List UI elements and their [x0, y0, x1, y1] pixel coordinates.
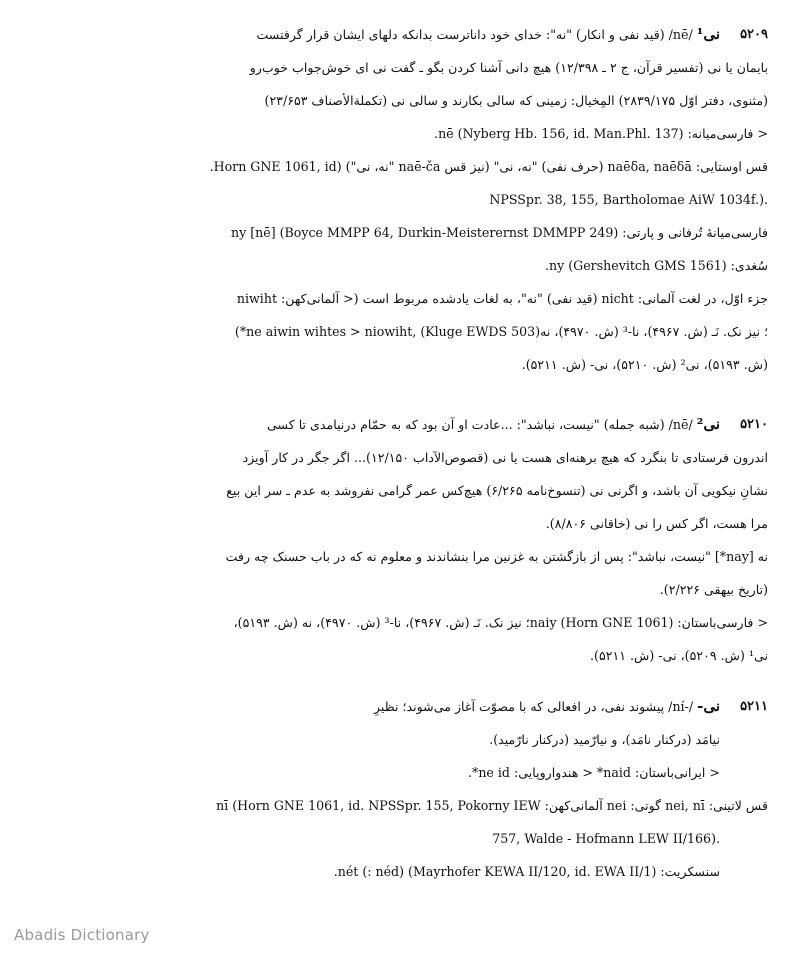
entry-5210 — [32, 408, 768, 672]
entry-head — [32, 18, 768, 51]
entry-line: نیامَد (درکنار نامَد)، و نیارّمید (درکنار نارّمید). — [489, 732, 720, 747]
entry-first-line — [32, 690, 720, 723]
entry-line: قس اوستایی: naēδa, naēδā (حرف نفی) "نه، نی" (نیز قس naē-ča "نه، نی") (Horn GNE 1061, id. — [209, 159, 768, 174]
entry-number: ۵۲۱۱ — [740, 699, 768, 714]
entry-line: (ش. ۵۱۹۳)، نی² (ش. ۵۲۱۰)، نی- (ش. ۵۲۱۱). — [521, 357, 768, 372]
entry-head — [32, 408, 768, 441]
entry-line: نه [nay*] "نیست، نباشد": پس از بازگشتن به غزنین مرا بنشاندند و معلوم نه که در باب حسنک چه رفت — [225, 549, 768, 564]
entry-line: نشانِ نیکویی آن باشد، و اگرنی نی (تنسوخ‌نامه ۶/۲۶۵) هیچ‌کس عمر گرامی نفروشد به عدم ـ سر این بیع — [226, 483, 768, 498]
entry-line: NPSSpr. 38, 155, Bartholomae AiW 1034f.). — [489, 192, 768, 207]
entry-5209 — [32, 18, 768, 381]
entry-line: سنسکریت: nét (: néd) (Mayrhofer KEWA II/120, id. EWA II/1). — [333, 864, 720, 879]
entry-line: < فارسی‌باستان: naiy (Horn GNE 1061)؛ نیز نک. نَـ (ش. ۴۹۶۷)، نا-³ (ش. ۴۹۷۰)، نه (ش. ۵۱۹۳)، — [233, 615, 768, 630]
entry-line: فارسی‌میانهٔ تُرفانی و پارتی: ny [nē] (Boyce MMPP 64, Durkin-Meisterernst DMMPP 249) — [230, 225, 768, 240]
headword: نی- — [697, 697, 720, 715]
entry-line: /-ní/ پیشوند نفی، در افعالی که با مصوّت آغاز می‌شوند؛ نظیرِ — [373, 699, 694, 714]
entry-5211 — [32, 690, 768, 888]
entry-number: ۵۲۰۹ — [740, 27, 768, 42]
entry-line: سُغدی: ny (Gershevitch GMS 1561). — [545, 258, 768, 273]
entry-line: اندرون فرستادی تا بنگرد که هیچ برهنه‌ای هست یا نی (قصوص‌الآداب ۱۲/۱۵۰)... اگر جگر در کار آویزد — [242, 450, 768, 465]
entry-line: قس لاتینی: nei, nī گوتی: nei آلمانی‌کهن: nī (Horn GNE 1061, id. NPSSpr. 155, Pokorny IEW — [216, 798, 768, 813]
headword: نی¹ — [696, 25, 720, 43]
entry-line: بایمان یا نی (تفسیر قرآن، ج ۲ ـ ۱۲/۳۹۸) هیچ دانی آشنا کردن بگو ـ گفت نی ای خوش‌جواب خوب‌رو — [249, 60, 768, 75]
entry-line: مرا هست، اگر کس را نی (خاقانی ۸/۸۰۶). — [545, 516, 768, 531]
entry-number: ۵۲۱۰ — [740, 417, 768, 432]
entry-line: (مثنوی، دفتر اوّل ۲۸۳۹/۱۷۵) المِخیال: زمینی که سالی بکارند و سالی نی (تکملة‌الأصناف ۲۳/۶۵۳) — [264, 93, 768, 108]
entry-line: (تاریخ بیهقی ۲/۲۲۶). — [659, 582, 768, 597]
entry-line: نی¹ (ش. ۵۲۰۹)، نی- (ش. ۵۲۱۱). — [590, 648, 768, 663]
entry-line: < ایرانی‌باستان: naid* < هندواروپایی: ne id*. — [468, 765, 720, 780]
entry-head — [32, 690, 768, 723]
entry-line: /nē/ (شبه جمله) "نیست، نباشد": ...عادت او آن بود که به حمّام درنیامدی تا کسی — [266, 417, 693, 432]
entry-line: /nē/ (قید نفی و انکار) "نه": خدای خود داناترست بدانکه دلهای ایشان قرار گرفتست — [256, 27, 693, 42]
entry-line: (*ne aiwin wihtes > niowiht, (Kluge EWDS 503)؛ نیز نک. نَـ (ش. ۴۹۶۷)، نا-³ (ش. ۴۹۷۰)، نه — [234, 324, 768, 339]
headword: نی² — [696, 415, 720, 433]
entry-line: 757, Walde - Hofmann LEW II/166). — [492, 831, 720, 846]
entry-first-line — [32, 408, 720, 441]
entry-first-line — [32, 18, 720, 51]
entry-line: < فارسی‌میانه: nē (Nyberg Hb. 156, id. Man.Phl. 137). — [434, 126, 768, 141]
entry-line: جزء اوّل، در لغت آلمانی: nicht (قید نفی) "نه"، به لغات یادشده مربوط است (< آلمانی‌کهن: niwiht — [236, 291, 768, 306]
watermark: Abadis Dictionary — [14, 926, 150, 944]
